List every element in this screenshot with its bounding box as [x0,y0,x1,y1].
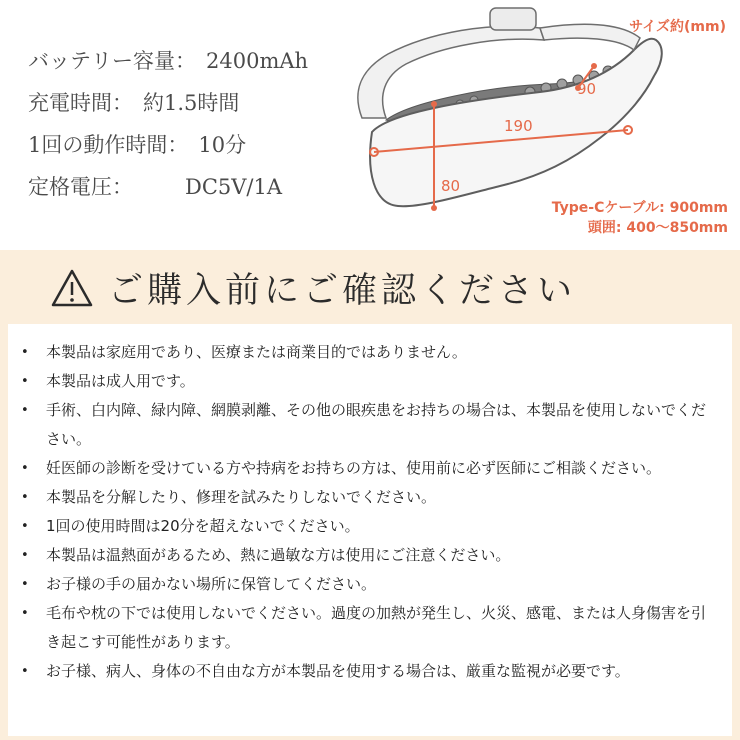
spec-label: 充電時間： [28,91,133,115]
spec-value: DC5V/1A [185,175,283,199]
bullet-icon: • [21,490,29,505]
bullet-icon: • [21,345,29,360]
spec-label: 定格電圧： [28,175,133,199]
list-item: • 本製品は家庭用であり、医療または商業目的ではありません。 [8,338,732,367]
list-item: • 毛布や枕の下では使用しないでください。過度の加熱が発生し、火災、感電、または人身傷害を引き起こす可能性があります。 [8,599,732,657]
bullet-icon: • [21,403,29,418]
dimension-height: 80 [441,177,461,195]
bullet-icon: • [21,519,29,534]
list-item: • お子様、病人、身体の不自由な方が本製品を使用する場合は、厳重な監視が必要です。 [8,657,732,686]
spec-section [0,0,740,250]
list-item: • お子様の手の届かない場所に保管してください。 [8,570,732,599]
spec-voltage [28,166,308,208]
bullet-icon: • [21,577,29,592]
spec-battery [28,40,308,82]
bullet-icon: • [21,374,29,389]
list-item: • 1回の使用時間は20分を超えないでください。 [8,512,732,541]
caution-section [0,324,740,740]
list-item: • 本製品を分解したり、修理を試みたりしないでください。 [8,483,732,512]
list-item: • 本製品は成人用です。 [8,367,732,396]
dimension-depth: 90 [577,80,597,98]
cable-length: Type-Cケーブル: 900mm [551,200,728,216]
spec-label: 1回の動作時間： [28,133,189,157]
dimension-width: 190 [504,117,533,135]
spec-value: 10分 [198,133,247,157]
spec-value: 2400mAh [206,49,309,73]
cable-info [552,198,728,238]
caution-box [8,324,732,736]
spec-value: 約1.5時間 [143,91,240,115]
bullet-icon: • [21,664,29,679]
head-circumference: 頭囲: 400～850mm [587,220,728,236]
bullet-icon: • [21,606,29,621]
spec-label: バッテリー容量： [28,49,196,73]
list-item: • 本製品は温熱面があるため、熱に過敏な方は使用にご注意ください。 [8,541,732,570]
bullet-icon: • [21,548,29,563]
spec-run-time [28,124,308,166]
bullet-icon: • [21,461,29,476]
warning-icon [50,268,94,308]
spec-charge-time [28,82,308,124]
list-item: • 妊医師の診断を受けている方や持病をお持ちの方は、使用前に必ず医師にご相談ください。 [8,454,732,483]
caution-list [8,324,732,686]
spec-list [28,40,308,208]
notice-title: ご購入前にご確認ください [108,271,577,311]
dimension-title: サイズ約(mm) [629,19,726,35]
list-item: • 手術、白内障、緑内障、網膜剥離、その他の眼疾患をお持ちの場合は、本製品を使用しないでください。 [8,396,732,454]
notice-heading [50,258,576,318]
